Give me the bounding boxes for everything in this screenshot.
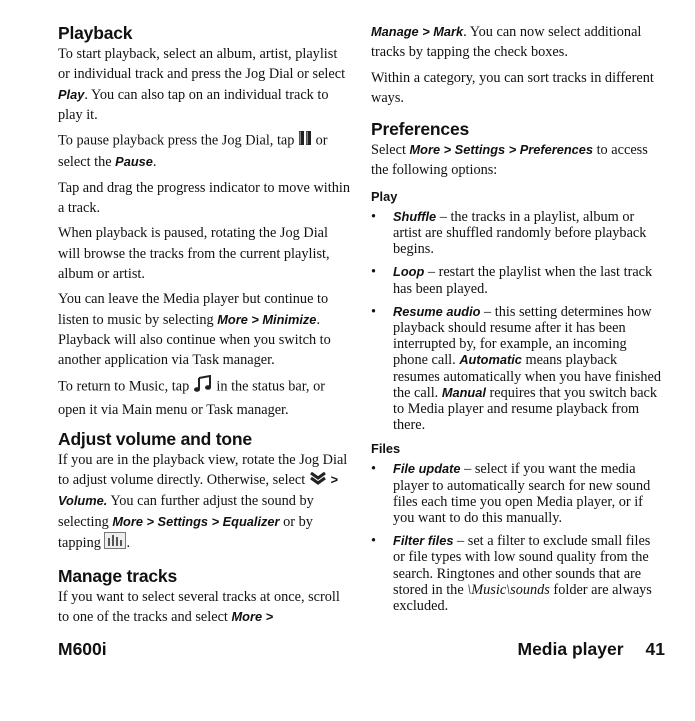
preferences-paragraph: Select More > Settings > Preferences to access the following options:	[371, 142, 648, 179]
list-item: • Resume audio – this setting determines how playback should resume after it has been interrupted by, for example, an incoming phone call. Automatic means playback resumes automatically when you have finished the call. Manual requires that you switch back to Media player and resume playback from there.	[371, 303, 661, 434]
footer-right	[518, 639, 666, 660]
files-subheading: Files	[371, 441, 401, 457]
list-item: • Filter files – set a filter to exclude small files or file types with low sound quality from the search. Ringtones and other sounds that are stored in the \Music\sounds folder are always excluded.	[371, 533, 652, 615]
playback-paragraph-5: You can leave the Media player but continue to listen to music by selecting More > Minimize. Playback will also continue when you switch to another application via Task manager.	[58, 291, 331, 369]
play-subheading: Play	[371, 188, 398, 204]
manage-tracks-heading: Manage tracks	[58, 566, 177, 587]
volume-paragraph: If you are in the playback view, rotate the Jog Dial to adjust volume directly. Otherwise, select > Volume. You can further adjust the sound by selecting More > Settings > Equalizer or by tapping .	[58, 450, 352, 555]
right-column	[371, 22, 665, 621]
playback-paragraph-1: To start playback, select an album, artist, playlist or individual track and press the Jog Dial or select Play. You can also tap on an individual track to play it.	[58, 46, 346, 123]
list-item: • File update – select if you want the media player to automatically search for new sound files each time you open Media player, or if you want to do this manually.	[371, 461, 651, 527]
section-name: Media player	[517, 639, 624, 659]
page-number: 41	[645, 639, 665, 659]
page-footer	[58, 639, 665, 665]
files-options-list	[371, 461, 665, 614]
playback-paragraph-6: To return to Music, tap in the status bar, or open it via Main menu or Task manager.	[58, 375, 352, 420]
pause-icon	[298, 130, 312, 152]
chevron-menu-icon	[309, 471, 327, 491]
playback-paragraph-4: When playback is paused, rotating the Jog Dial will browse the tracks from the current playlist, album or artist.	[58, 225, 330, 282]
equalizer-icon	[104, 532, 126, 555]
left-column	[58, 22, 352, 633]
playback-paragraph-2: To pause playback press the Jog Dial, tap or select the Pause.	[58, 130, 352, 173]
adjust-volume-heading: Adjust volume and tone	[58, 429, 252, 450]
playback-heading: Playback	[58, 23, 133, 43]
list-item: • Loop – restart the playlist when the last track has been played.	[371, 264, 653, 297]
manage-tracks-continued: Manage > Mark. You can now select additional tracks by tapping the check boxes.	[371, 24, 642, 61]
sort-tracks-paragraph: Within a category, you can sort tracks in different ways.	[371, 69, 654, 106]
list-item: • Shuffle – the tracks in a playlist, album or artist are shuffled randomly before playback begins.	[371, 208, 647, 258]
manage-tracks-paragraph: If you want to select several tracks at once, scroll to one of the tracks and select More >	[58, 589, 340, 626]
model-name: M600i	[58, 639, 107, 659]
play-options-list	[371, 209, 665, 434]
playback-paragraph-3: Tap and drag the progress indicator to move within a track.	[58, 179, 351, 217]
music-note-icon	[193, 375, 213, 399]
preferences-heading: Preferences	[371, 119, 470, 140]
